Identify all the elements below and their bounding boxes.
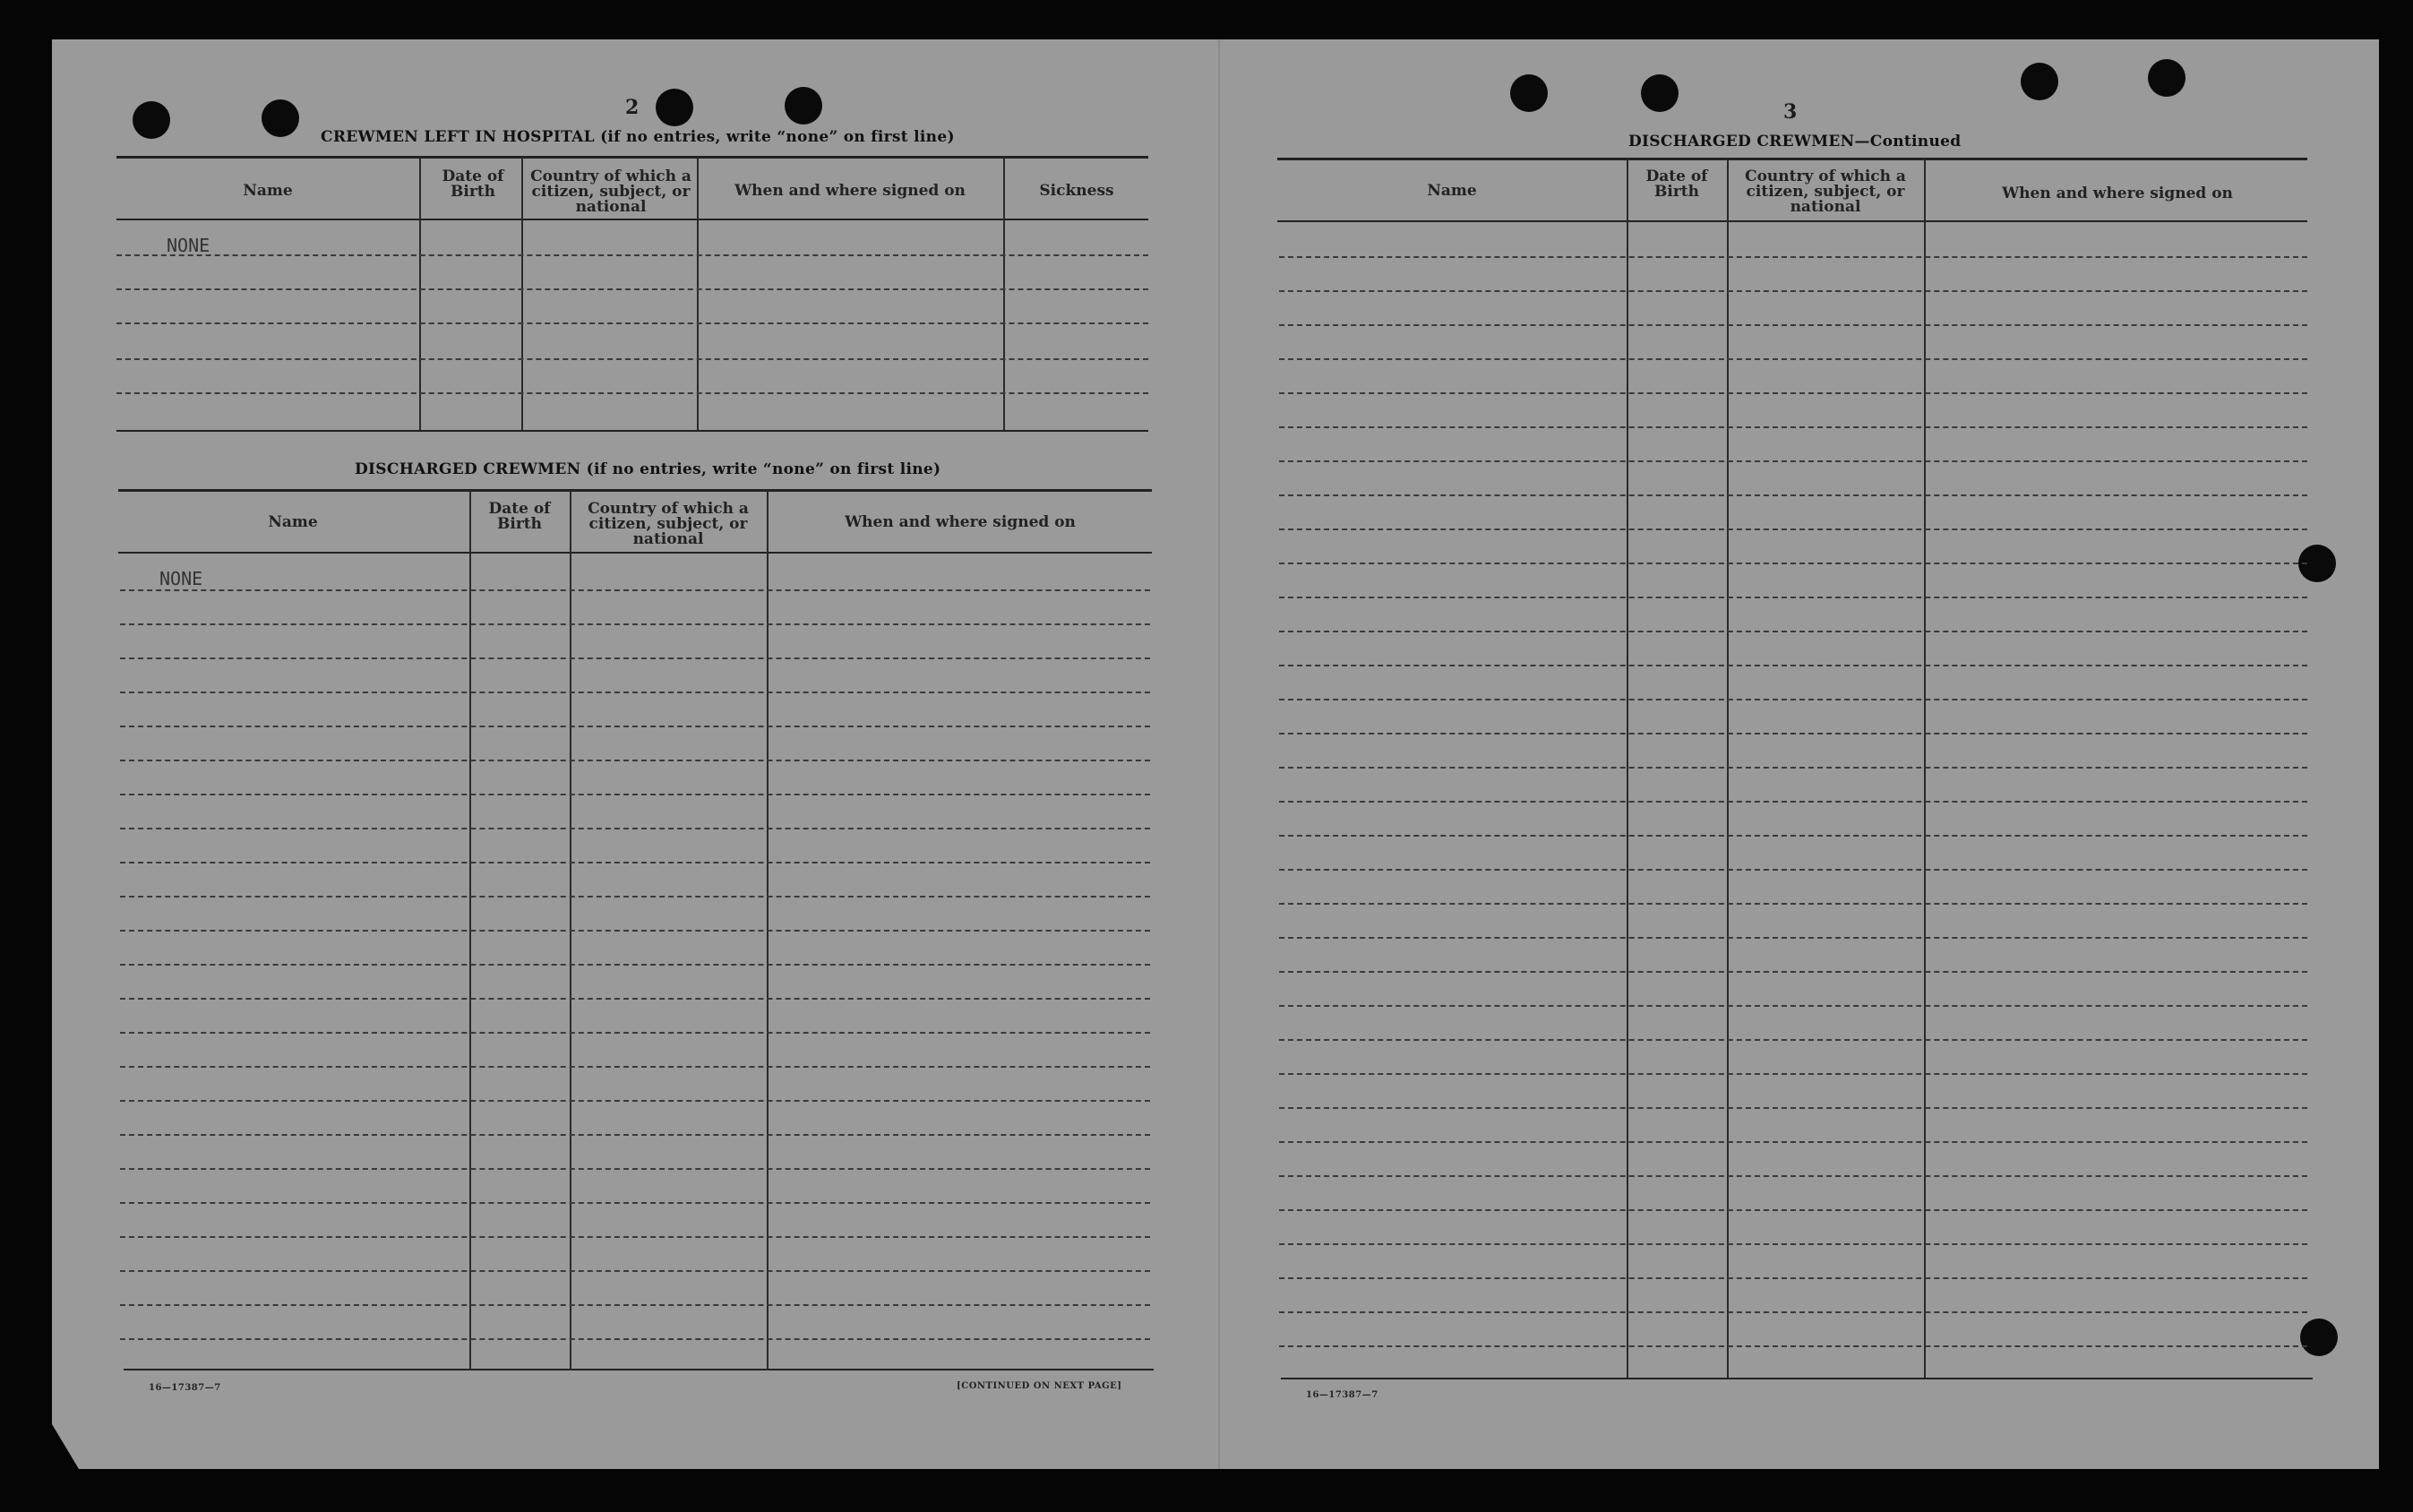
punch-hole xyxy=(133,101,170,139)
page-number-left: 2 xyxy=(625,96,640,119)
col-header-date-of-birth: Date of Birth xyxy=(488,500,551,533)
discharged-continued-title: DISCHARGED CREWMEN—Continued xyxy=(1628,133,1962,150)
col-header-name: Name xyxy=(243,182,293,200)
col-header-date-of-birth: Date of Birth xyxy=(1645,168,1708,201)
punch-hole xyxy=(262,99,299,137)
col-header-country: Country of which a citizen, subject, or national xyxy=(588,500,749,548)
col-header-signed-on: When and where signed on xyxy=(734,182,966,200)
punch-hole xyxy=(2148,59,2185,97)
torn-corner xyxy=(52,1424,79,1469)
col-header-country: Country of which a citizen, subject, or national xyxy=(530,168,691,216)
hospital-section-title: CREWMEN LEFT IN HOSPITAL (if no entries, write “none” on first line) xyxy=(321,128,955,146)
punch-hole xyxy=(785,87,822,125)
punch-hole xyxy=(1641,74,1679,112)
hospital-first-entry: NONE xyxy=(167,235,210,256)
form-number-right: 16—17387—7 xyxy=(1306,1390,1378,1400)
col-header-signed-on: When and where signed on xyxy=(2002,185,2233,202)
punch-hole xyxy=(2021,63,2058,100)
continued-note: [CONTINUED ON NEXT PAGE] xyxy=(957,1381,1122,1391)
form-number-left: 16—17387—7 xyxy=(149,1383,221,1393)
page-number-right: 3 xyxy=(1783,100,1798,124)
col-header-name: Name xyxy=(1427,182,1477,200)
col-header-sickness: Sickness xyxy=(1039,182,1114,200)
punch-hole xyxy=(656,89,693,126)
col-header-signed-on: When and where signed on xyxy=(845,513,1076,531)
page-fold xyxy=(1218,39,1220,1469)
col-header-name: Name xyxy=(268,513,318,531)
discharged-section-title: DISCHARGED CREWMEN (if no entries, write “none” on first line) xyxy=(355,460,941,478)
punch-hole xyxy=(2300,1319,2338,1356)
col-header-date-of-birth: Date of Birth xyxy=(442,168,504,201)
punch-hole xyxy=(1510,74,1548,112)
discharged-first-entry: NONE xyxy=(159,568,203,589)
col-header-country: Country of which a citizen, subject, or national xyxy=(1745,168,1906,216)
